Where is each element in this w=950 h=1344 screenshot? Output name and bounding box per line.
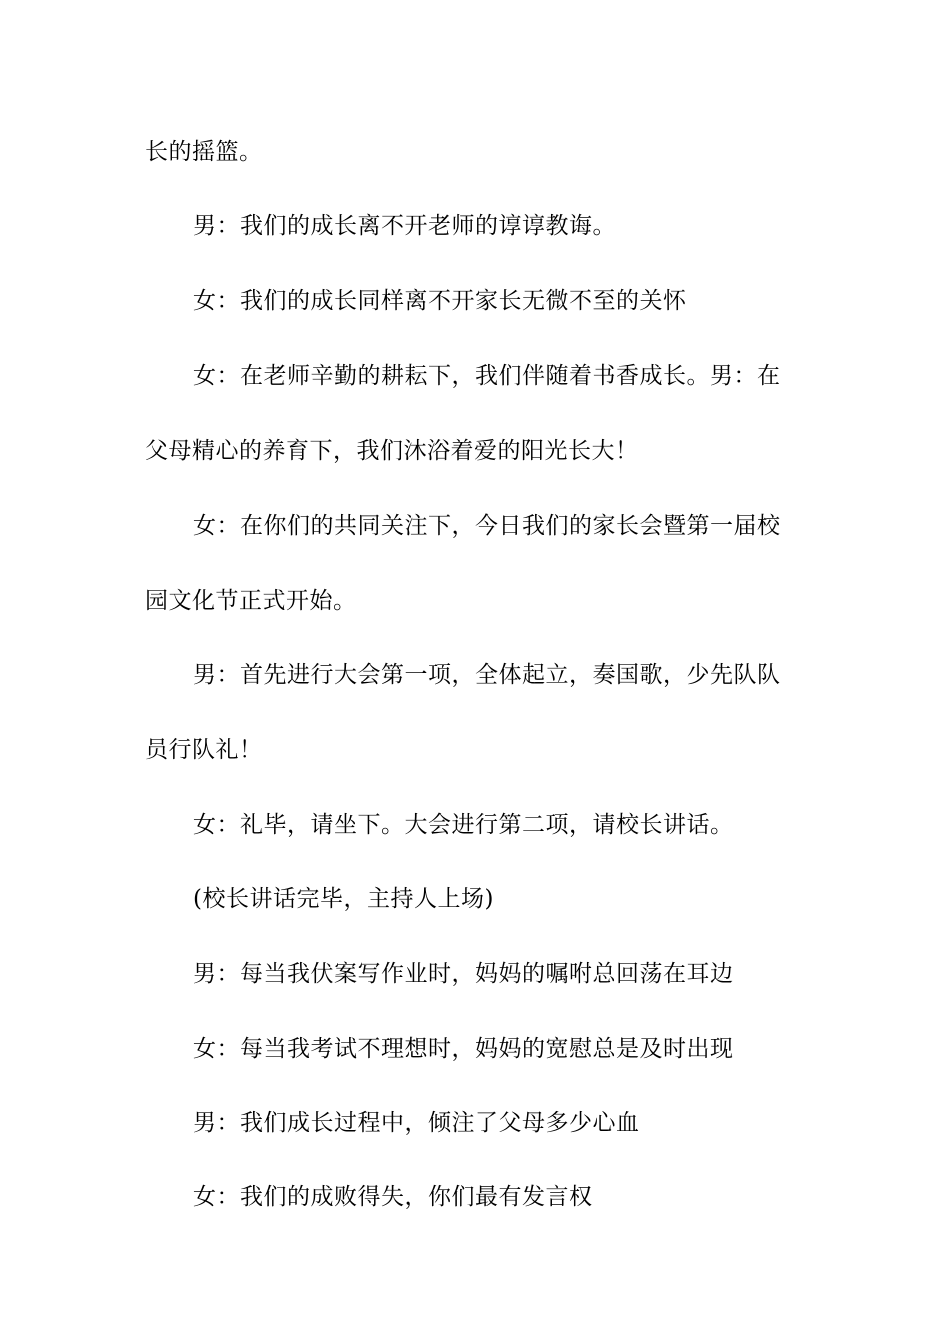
text-line-1: 长的摇篮。 [145, 139, 263, 165]
text-line-15: 女：我们的成败得失，你们最有发言权 [193, 1184, 593, 1210]
text-line-2: 男：我们的成长离不开老师的谆谆教诲。 [193, 213, 616, 239]
text-line-10: 女：礼毕，请坐下。大会进行第二项，请校长讲话。 [193, 812, 734, 838]
text-line-4: 女：在老师辛勤的耕耘下，我们伴随着书香成长。男：在 [193, 363, 781, 389]
text-line-6: 女：在你们的共同关注下，今日我们的家长会暨第一届校 [193, 513, 781, 539]
text-line-5: 父母精心的养育下，我们沐浴着爱的阳光长大！ [145, 438, 639, 464]
text-line-3: 女：我们的成长同样离不开家长无微不至的关怀 [193, 288, 687, 314]
text-line-7: 园文化节正式开始。 [145, 588, 357, 614]
text-line-8: 男：首先进行大会第一项，全体起立，奏国歌，少先队队 [193, 662, 781, 688]
text-line-12: 男：每当我伏案写作业时，妈妈的嘱咐总回荡在耳边 [193, 961, 734, 987]
text-line-14: 男：我们成长过程中，倾注了父母多少心血 [193, 1110, 640, 1136]
text-line-9: 员行队礼！ [145, 737, 263, 763]
text-line-11: (校长讲话完毕，主持人上场) [193, 886, 494, 912]
text-line-13: 女：每当我考试不理想时，妈妈的宽慰总是及时出现 [193, 1036, 734, 1062]
